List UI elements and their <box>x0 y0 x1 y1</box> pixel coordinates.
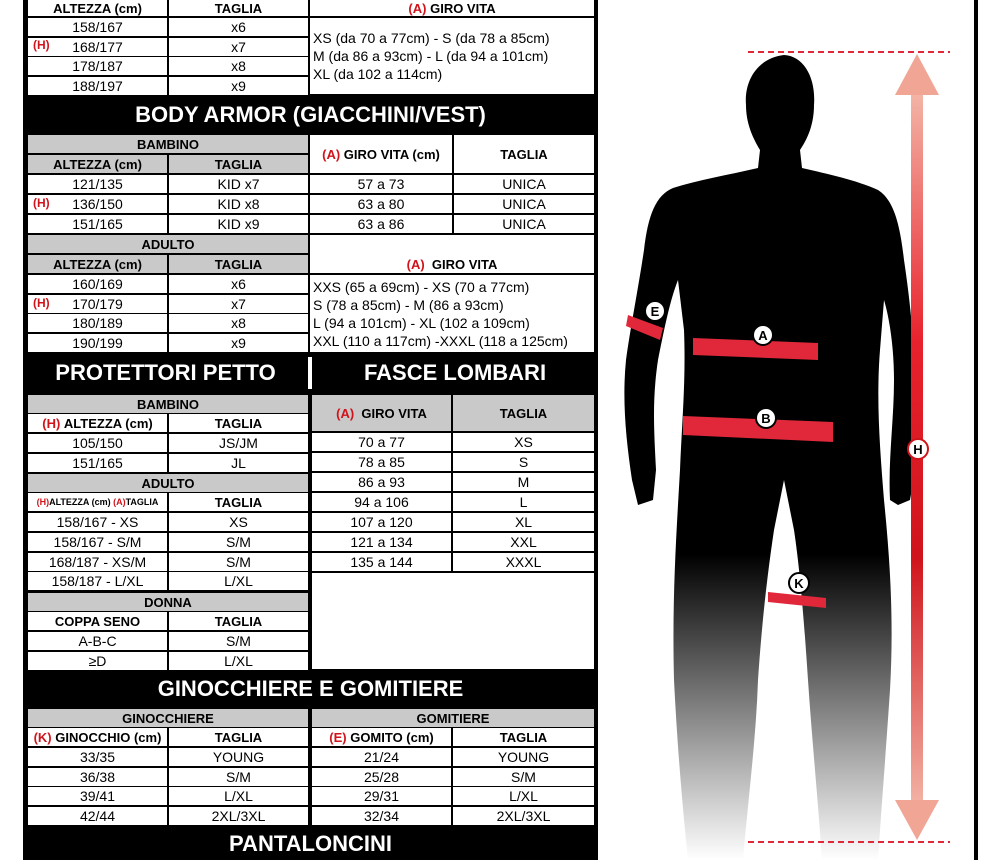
table-cell: XS <box>453 433 594 451</box>
gomitiere-text: GOMITIERE <box>416 710 490 726</box>
header-ginocchio-text: GINOCCHIO (cm) <box>55 729 162 745</box>
table-cell: 121 a 134 <box>312 533 451 551</box>
table-cell: 32/34 <box>312 807 451 825</box>
letter-a: (A) <box>406 256 425 272</box>
letter-h: (H) <box>33 196 50 210</box>
letter-a: (A) <box>322 146 341 162</box>
header-taglia <box>169 0 308 16</box>
table-cell: x7 <box>169 295 308 313</box>
table-cell: x8 <box>169 314 308 332</box>
table-cell: A-B-C <box>28 632 167 650</box>
header-taglia-text: TAGLIA <box>214 729 263 745</box>
letter-a: (A) <box>113 497 126 507</box>
height-arrow-top <box>895 54 939 95</box>
table-cell: S/M <box>169 533 308 551</box>
svg-text:E: E <box>650 304 660 319</box>
header-gomito <box>312 728 451 746</box>
header-giro-text: GIRO VITA <box>430 0 496 16</box>
header-altezza-text: ALTEZZA (cm) <box>53 256 142 272</box>
ginocchiere-title: GINOCCHIERE E GOMITIERE <box>157 676 464 701</box>
giro-line: M (da 86 a 93cm) - L (da 94 a 101cm) <box>313 48 549 64</box>
header-taglia-text: TAGLIA <box>214 613 263 629</box>
adulto-text: ADULTO <box>141 236 195 252</box>
giro-line: XL (da 102 a 114cm) <box>313 66 443 82</box>
table-cell: XS <box>169 513 308 531</box>
header-giro-text: GIRO VITA <box>431 256 498 272</box>
body-armor-title: BODY ARMOR (GIACCHINI/VEST) <box>135 102 486 127</box>
table-cell: 2XL/3XL <box>453 807 594 825</box>
table-cell: L/XL <box>169 652 308 670</box>
table-cell: S/M <box>453 768 594 786</box>
header-giro-vita <box>310 255 594 273</box>
table-cell: 2XL/3XL <box>169 807 308 825</box>
letter-h: (H) <box>33 38 50 52</box>
height-arrow-bottom <box>895 800 939 840</box>
table-cell: 121/135 <box>28 175 167 193</box>
header-taglia <box>453 395 594 431</box>
header-taglia-text: TAGLIA <box>499 729 548 745</box>
header-giro-text: GIRO VITA <box>361 405 427 421</box>
header-taglia-text: TAGLIA <box>214 256 263 272</box>
header-taglia-text: TAGLIA <box>500 146 548 162</box>
header-taglia-text: TAGLIA <box>214 415 263 431</box>
table-cell: 107 a 120 <box>312 513 451 531</box>
table-cell: JL <box>169 454 308 472</box>
table-cell: 25/28 <box>312 768 451 786</box>
header-altezza-small <box>28 493 167 511</box>
giro-vita-lines <box>313 278 568 350</box>
header-coppa-text: COPPA SENO <box>54 613 141 629</box>
header-taglia <box>454 135 594 173</box>
table-cell: YOUNG <box>453 748 594 766</box>
table-cell: 158/167 - XS <box>28 513 167 531</box>
adulto-text: ADULTO <box>141 475 195 491</box>
table-cell: 158/167 <box>28 18 167 36</box>
fasce-title: FASCE LOMBARI <box>363 360 547 385</box>
body-silhouette-figure <box>598 0 1000 860</box>
header-taglia-text: TAGLIA <box>214 494 263 510</box>
giro-line: S (78 a 85cm) - M (86 a 93cm) <box>313 297 504 313</box>
header-altezza-text: ALTEZZA (cm) <box>53 0 142 16</box>
header-giro-vita <box>312 395 451 431</box>
giro-line: XS (da 70 a 77cm) - S (da 78 a 85cm) <box>313 30 550 46</box>
giro-line: XXS (65 a 69cm) - XS (70 a 77cm) <box>313 279 530 295</box>
header-altezza <box>28 0 167 16</box>
table-cell: 78 a 85 <box>312 453 451 471</box>
table-cell: x6 <box>169 18 308 36</box>
table-cell: 29/31 <box>312 787 451 805</box>
letter-a: (A) <box>336 405 355 421</box>
header-taglia <box>453 728 594 746</box>
header-taglia <box>169 612 308 630</box>
table-cell: 168/177 <box>28 38 167 56</box>
bambino-header <box>28 135 308 153</box>
table-cell: 190/199 <box>28 334 167 352</box>
table-cell: 188/197 <box>28 77 167 95</box>
table-cell: UNICA <box>454 195 594 213</box>
table-cell: x7 <box>169 38 308 56</box>
table-cell: 86 a 93 <box>312 473 451 491</box>
table-cell: 168/187 - XS/M <box>28 553 167 571</box>
table-cell: x8 <box>169 57 308 75</box>
pantaloncini-title: PANTALONCINI <box>229 830 392 856</box>
table-cell: 158/167 - S/M <box>28 533 167 551</box>
table-cell: JS/JM <box>169 434 308 452</box>
table-cell: KID x7 <box>169 175 308 193</box>
header-altezza <box>28 255 167 273</box>
table-cell: 21/24 <box>312 748 451 766</box>
table-cell: 136/150 <box>28 195 167 213</box>
table-cell: 151/165 <box>28 454 167 472</box>
table-cell: x6 <box>169 275 308 293</box>
table-cell: 151/165 <box>28 215 167 233</box>
header-ginocchio <box>28 728 167 746</box>
table-cell: L/XL <box>453 787 594 805</box>
bambino-header <box>28 395 308 413</box>
table-cell: 170/179 <box>28 295 167 313</box>
adulto-header <box>28 235 308 253</box>
donna-text: DONNA <box>144 594 192 610</box>
edge-line <box>974 0 978 860</box>
giro-line: L (94 a 101cm) - XL (102 a 109cm) <box>313 315 530 331</box>
header-taglia-text: TAGLIA <box>214 0 263 16</box>
table-cell: 135 a 144 <box>312 553 451 571</box>
header-taglia <box>169 155 308 173</box>
table-cell: KID x9 <box>169 215 308 233</box>
table-cell: 158/187 - L/XL <box>28 572 167 590</box>
letter-k: (K) <box>33 729 52 745</box>
letter-h: (H) <box>33 296 50 310</box>
table-cell: XXXL <box>453 553 594 571</box>
table-cell: M <box>453 473 594 491</box>
table-cell: x9 <box>169 334 308 352</box>
bambino-text: BAMBINO <box>136 136 200 152</box>
table-cell: KID x8 <box>169 195 308 213</box>
header-altezza <box>28 414 167 432</box>
svg-text:B: B <box>761 411 771 426</box>
table-cell: S <box>453 453 594 471</box>
table-cell: UNICA <box>454 215 594 233</box>
table-cell: 63 a 80 <box>310 195 452 213</box>
human-silhouette <box>624 55 916 860</box>
letter-a: (A) <box>408 0 427 16</box>
gomitiere-header <box>312 709 594 727</box>
petto-title: PROTETTORI PETTO <box>55 360 276 385</box>
table-cell: 180/189 <box>28 314 167 332</box>
table-cell: 42/44 <box>28 807 167 825</box>
letter-h: (H) <box>42 415 61 431</box>
table-cell: L/XL <box>169 572 308 590</box>
donna-header <box>28 593 308 611</box>
header-taglia <box>169 414 308 432</box>
table-cell: XL <box>453 513 594 531</box>
table-cell: S/M <box>169 632 308 650</box>
table-cell: L <box>453 493 594 511</box>
svg-text:H: H <box>913 442 923 457</box>
header-taglia <box>169 493 308 511</box>
ginocchiere-text: GINOCCHIERE <box>122 710 214 726</box>
header-giro-cm-text: GIRO VITA (cm) <box>343 146 440 162</box>
header-taglia-text: TAGLIA <box>214 156 263 172</box>
table-cell: 105/150 <box>28 434 167 452</box>
header-taglia-small-text: TAGLIA <box>125 497 159 507</box>
header-taglia <box>169 255 308 273</box>
table-cell: XXL <box>453 533 594 551</box>
header-coppa <box>28 612 167 630</box>
giro-vita-lines <box>313 29 550 83</box>
svg-text:K: K <box>794 576 804 591</box>
table-cell: 63 a 86 <box>310 215 452 233</box>
ginocchiere-header <box>28 709 308 727</box>
table-cell: 39/41 <box>28 787 167 805</box>
bambino-text: BAMBINO <box>136 396 200 412</box>
table-cell: 36/38 <box>28 768 167 786</box>
header-altezza-text: ALTEZZA (cm) <box>63 415 153 431</box>
table-cell: 57 a 73 <box>310 175 452 193</box>
table-cell: L/XL <box>169 787 308 805</box>
table-cell: x9 <box>169 77 308 95</box>
table-cell: 160/169 <box>28 275 167 293</box>
header-giro-vita <box>310 0 594 16</box>
header-taglia-text: TAGLIA <box>499 405 548 421</box>
header-altezza-small-text: ALTEZZA (cm) <box>49 497 111 507</box>
header-altezza <box>28 155 167 173</box>
adulto-header <box>28 474 308 492</box>
header-giro-vita-cm <box>310 135 452 173</box>
svg-text:A: A <box>758 328 768 343</box>
letter-h: (H) <box>36 497 50 507</box>
header-gomito-text: GOMITO (cm) <box>350 729 434 745</box>
table-cell: S/M <box>169 768 308 786</box>
table-cell: UNICA <box>454 175 594 193</box>
table-cell: 33/35 <box>28 748 167 766</box>
header-altezza-text: ALTEZZA (cm) <box>53 156 142 172</box>
table-cell: 178/187 <box>28 57 167 75</box>
giro-line: XXL (110 a 117cm) -XXXL (118 a 125cm) <box>313 333 568 349</box>
table-cell: ≥D <box>28 652 167 670</box>
table-cell: 94 a 106 <box>312 493 451 511</box>
letter-e: (E) <box>329 729 347 745</box>
table-cell: YOUNG <box>169 748 308 766</box>
table-cell: S/M <box>169 553 308 571</box>
header-taglia <box>169 728 308 746</box>
table-cell: 70 a 77 <box>312 433 451 451</box>
fasce-blank <box>312 573 594 669</box>
